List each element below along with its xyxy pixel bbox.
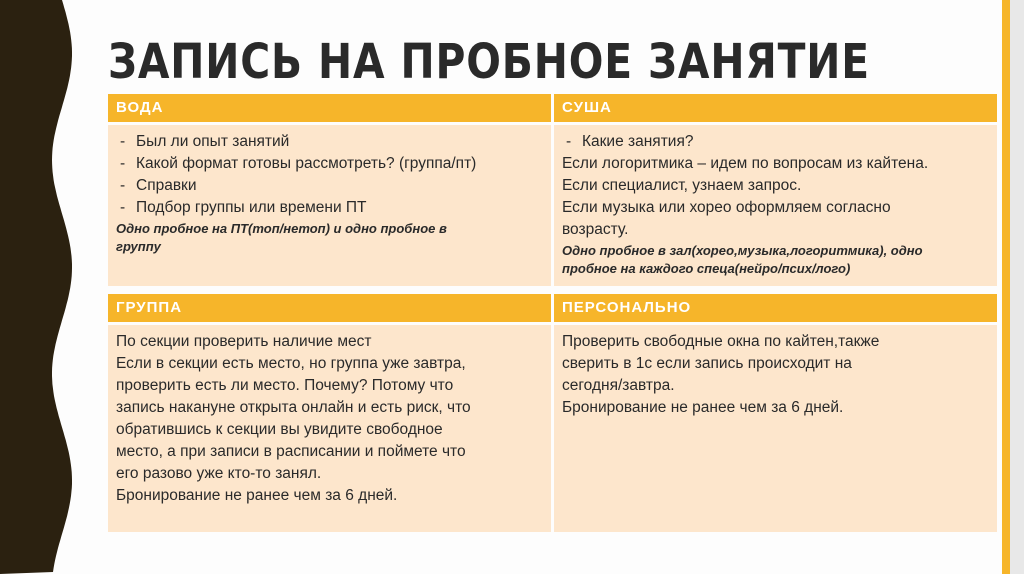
list-item: - Был ли опыт занятий [116, 131, 543, 153]
note-line: Одно пробное на ПТ(топ/нетоп) и одно пробное в [116, 221, 447, 236]
text-line: возрасту. [562, 221, 629, 238]
page-title: ЗАПИСЬ НА ПРОБНОЕ ЗАНЯТИЕ [108, 34, 870, 90]
text-line: место, а при записи в расписании и поймете что [116, 443, 466, 460]
text-line: Бронирование не ранее чем за 6 дней. [562, 399, 844, 416]
group-column [108, 294, 551, 532]
group-cell [108, 325, 551, 532]
text-line: Бронирование не ранее чем за 6 дней. [116, 487, 398, 504]
list-item: - Справки [116, 175, 543, 197]
personal-header: ПЕРСОНАЛЬНО [554, 294, 997, 322]
water-header: ВОДА [108, 94, 551, 122]
top-table [108, 94, 997, 286]
land-column [554, 94, 997, 286]
group-header: ГРУППА [108, 294, 551, 322]
wavy-edge-decoration [0, 0, 82, 574]
personal-cell [554, 325, 997, 532]
bottom-table [108, 294, 997, 532]
water-column [108, 94, 551, 286]
land-note [562, 242, 989, 278]
text-line: Если специалист, узнаем запрос. [562, 177, 802, 194]
text-line: Если музыка или хорео оформляем согласно [562, 199, 891, 216]
note-line: группу [116, 239, 161, 254]
text-line: его разово уже кто-то занял. [116, 465, 322, 482]
right-accent-bar [1002, 0, 1010, 574]
text-line: Если логоритмика – идем по вопросам из кайтена. [562, 155, 929, 172]
text-line: проверить есть ли место. Почему? Потому что [116, 377, 454, 394]
text-line: Если в секции есть место, но группа уже завтра, [116, 355, 466, 372]
text-line: Проверить свободные окна по кайтен,также [562, 333, 880, 350]
land-header: СУША [554, 94, 997, 122]
text-line: сверить в 1с если запись происходит на [562, 355, 852, 372]
land-cell [554, 125, 997, 286]
personal-column [554, 294, 997, 532]
water-note [116, 220, 543, 256]
note-line: пробное на каждого спеца(нейро/псих/лого) [562, 261, 851, 276]
text-line: обратившись к секции вы увидите свободное [116, 421, 443, 438]
water-cell [108, 125, 551, 286]
text-line: По секции проверить наличие мест [116, 333, 372, 350]
list-item: - Подбор группы или времени ПТ [116, 197, 543, 219]
note-line: Одно пробное в зал(хорео,музыка,логоритмика), одно [562, 243, 923, 258]
list-item: - Какой формат готовы рассмотреть? (группа/пт) [116, 153, 543, 175]
text-line: запись накануне открыта онлайн и есть риск, что [116, 399, 471, 416]
text-line: сегодня/завтра. [562, 377, 675, 394]
list-item: - Какие занятия? [562, 131, 989, 153]
